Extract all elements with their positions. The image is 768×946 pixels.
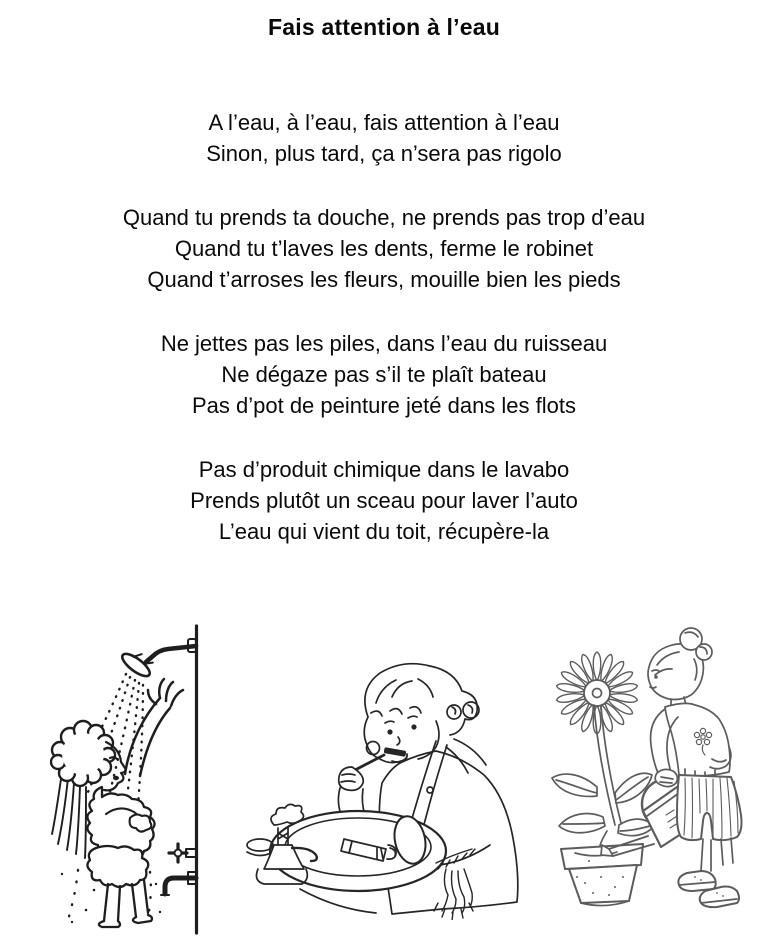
verse-2 [0, 202, 768, 295]
shower-head-icon [119, 639, 196, 680]
lyric-line: Prends plutôt un sceau pour laver l’auto [190, 488, 578, 513]
child-brushing-teeth-drawing [240, 655, 525, 920]
girl-head [648, 628, 712, 707]
lyric-line: A l’eau, à l’eau, fais attention à l’eau [208, 110, 560, 135]
illustrations-row [0, 600, 768, 946]
lyric-line: Pas d’pot de peinture jeté dans les flots [191, 393, 577, 418]
plant-leaves [552, 773, 654, 854]
girl-watering-flower-drawing [545, 625, 750, 925]
girl-legs [701, 838, 733, 871]
soap-bar-icon [247, 839, 273, 856]
lyric-line: Pas d’produit chimique dans le lavabo [198, 457, 570, 482]
floor-line [300, 889, 376, 913]
shower-illustration [50, 622, 205, 937]
lyric-line: Quand tu t’laves les dents, ferme le robinet [174, 236, 594, 261]
lyric-line: Quand t’arroses les fleurs, mouille bien les pieds [147, 267, 621, 292]
brushing-hand [338, 767, 365, 817]
girl-sweater [651, 703, 731, 779]
lyrics [0, 107, 768, 580]
lyric-line: Ne jettes pas les piles, dans l’eau du ruisseau [160, 331, 608, 356]
spout-icon [161, 872, 196, 895]
curly-hair [51, 721, 115, 786]
striped-shorts [677, 775, 742, 840]
girl-sneakers [678, 871, 739, 907]
lyric-line: L’eau qui vient du toit, récupère-la [218, 519, 550, 544]
watering-illustration [545, 625, 750, 925]
verse-4 [0, 454, 768, 547]
verse-1 [0, 107, 768, 169]
girl-figure [648, 628, 742, 907]
legs [99, 880, 152, 927]
lyric-line: Ne dégaze pas s’il te plaît bateau [221, 362, 547, 387]
daisy-flower [556, 652, 638, 734]
toothbrushing-illustration [240, 655, 525, 920]
page-title: Fais attention à l’eau [268, 14, 500, 40]
lyric-line: Sinon, plus tard, ça n’sera pas rigolo [206, 141, 562, 166]
verse-3 [0, 328, 768, 421]
girl-hand-on-handle [655, 769, 677, 786]
tap-handle-icon [169, 844, 196, 862]
child-head [364, 664, 479, 763]
child-showering-drawing [50, 622, 205, 937]
raised-arm [125, 679, 183, 776]
soapy-hips [87, 846, 148, 887]
lyric-line: Quand tu prends ta douche, ne prends pas trop d’eau [122, 205, 646, 230]
